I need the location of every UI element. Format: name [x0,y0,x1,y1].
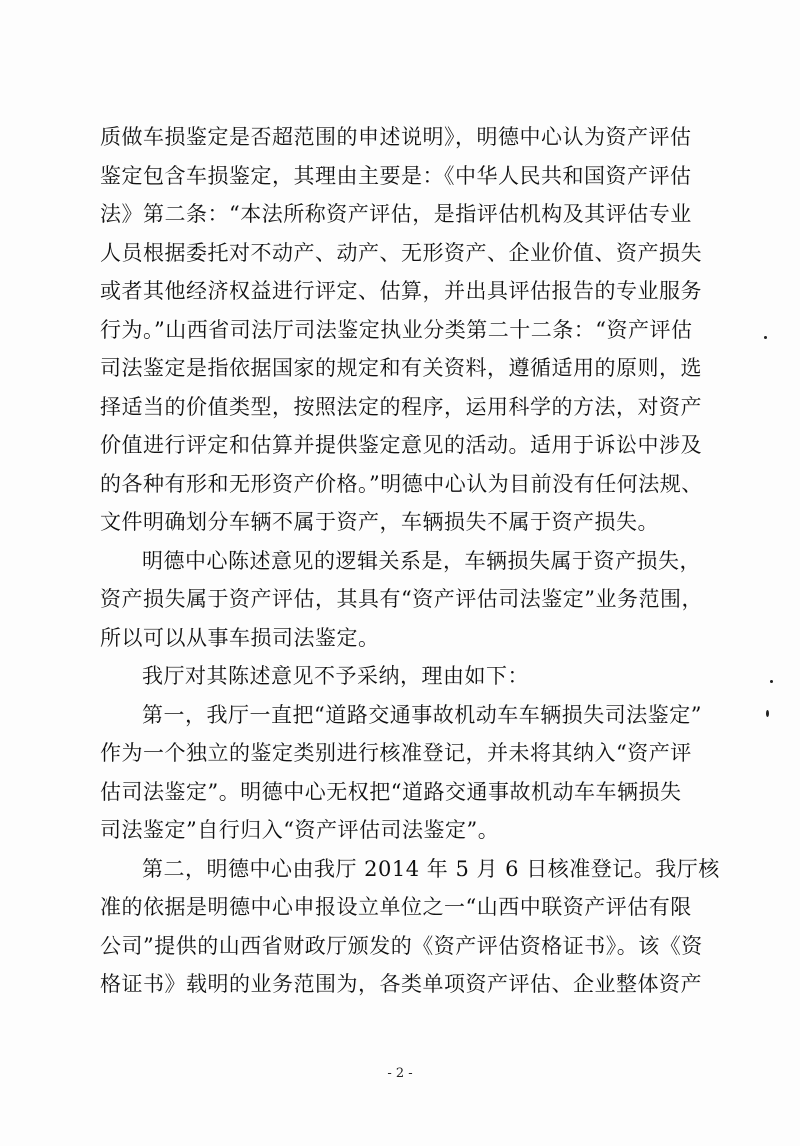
paragraph-start-line: 第二，明德中心由我厅 2014 年 5 月 6 日核准登记。我厅核 [142,856,720,881]
page-number: - 2 - [387,1066,413,1081]
text-line: 司法鉴定是指依据国家的规定和有关资料，遵循适用的原则，选 [100,356,702,380]
text-line: 或者其他经济权益进行评定、估算，并出具评估报告的专业服务 [100,279,702,303]
scan-speck [764,336,767,339]
scan-speck [766,710,769,717]
text-line: 作为一个独立的鉴定类别进行核准登记，并未将其纳入“资产评 [100,741,692,765]
text-line: 格证书》载明的业务范围为，各类单项资产评估、企业整体资产 [100,972,702,996]
text-line: 行为。”山西省司法厅司法鉴定执业分类第二十二条：“资产评估 [100,317,693,342]
text-line: 司法鉴定”自行归入“资产评估司法鉴定”。 [100,818,500,842]
paragraph-start-line: 明德中心陈述意见的逻辑关系是，车辆损失属于资产损失， [142,548,701,573]
text-line: 的各种有形和无形资产价格。”明德中心认为目前没有任何法规、 [100,471,703,496]
text-line: 准的依据是明德中心申报设立单位之一“山西中联资产评估有限 [100,895,692,919]
text-line: 公司”提供的山西省财政厅颁发的《资产评估资格证书》。该《资 [100,933,703,958]
text-line: 文件明确划分车辆不属于资产，车辆损失不属于资产损失。 [100,510,659,534]
text-line: 价值进行评定和估算并提供鉴定意见的活动。适用于诉讼中涉及 [100,433,702,457]
text-line: 法》第二条：“本法所称资产评估，是指评估机构及其评估专业 [100,202,692,226]
text-line: 鉴定包含车损鉴定，其理由主要是：《中华人民共和国资产评估 [100,163,692,188]
scan-speck [770,680,773,683]
text-line: 资产损失属于资产评估，其具有“资产评估司法鉴定”业务范围， [100,587,703,611]
paragraph-start-line: 第一，我厅一直把“道路交通事故机动车车辆损失司法鉴定” [142,702,702,727]
text-line: 质做车损鉴定是否超范围的申述说明》，明德中心认为资产评估 [100,125,692,149]
body-text [100,118,720,1004]
text-line: 所以可以从事车损司法鉴定。 [100,625,380,650]
text-line: 估司法鉴定”。明德中心无权把“道路交通事故机动车车辆损失 [100,779,682,804]
paragraph-start-line: 我厅对其陈述意见不予采纳，理由如下： [142,664,529,688]
text-line: 人员根据委托对不动产、动产、无形资产、企业价值、资产损失 [100,240,702,265]
text-line: 择适当的价值类型，按照法定的程序，运用科学的方法，对资产 [100,394,702,419]
